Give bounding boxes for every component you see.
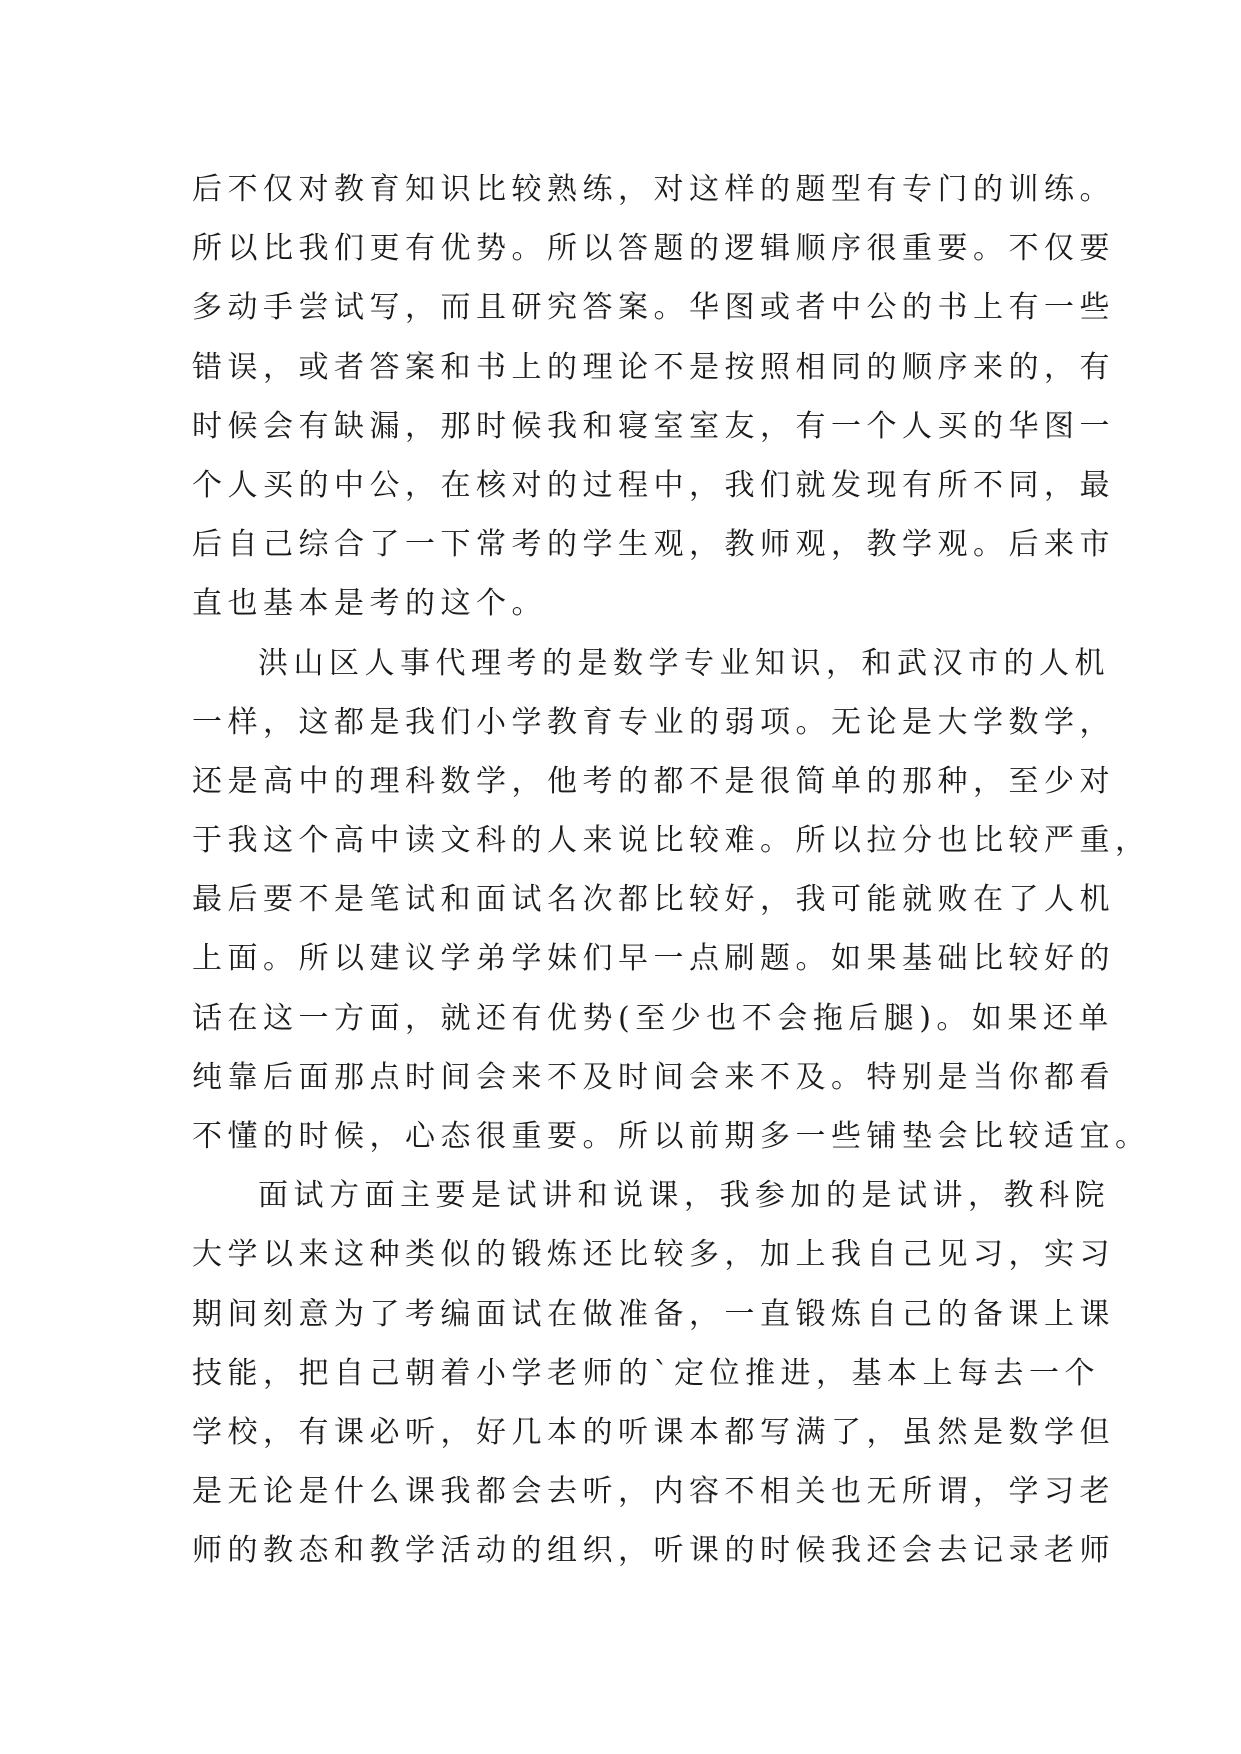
text-line: 不懂的时候，心态很重要。所以前期多一些铺垫会比较适宜。 bbox=[192, 1119, 1151, 1154]
body-text bbox=[192, 160, 1151, 1581]
text-line: 上面。所以建议学弟学妹们早一点刷题。如果基础比较好的 bbox=[192, 941, 1115, 977]
text-line: 多动手尝试写，而且研究答案。华图或者中公的书上有一些 bbox=[192, 290, 1115, 326]
text-line: 于我这个高中读文科的人来说比较难。所以拉分也比较严重， bbox=[192, 823, 1151, 859]
text-line: 学校，有课必听，好几本的听课本都写满了，虽然是数学但 bbox=[192, 1414, 1115, 1450]
text-line: 是无论是什么课我都会去听，内容不相关也无所谓，学习老 bbox=[192, 1474, 1115, 1510]
text-line: 期间刻意为了考编面试在做准备，一直锻炼自己的备课上课 bbox=[192, 1296, 1115, 1332]
text-line: 直也基本是考的这个。 bbox=[192, 586, 547, 622]
text-line: 所以比我们更有优势。所以答题的逻辑顺序很重要。不仅要 bbox=[192, 231, 1115, 267]
text-line: 技能，把自己朝着小学老师的`定位推进，基本上每去一个 bbox=[192, 1355, 1100, 1391]
text-line: 话在这一方面，就还有优势(至少也不会拖后腿)。如果还单 bbox=[192, 1000, 1114, 1036]
text-line: 后不仅对教育知识比较熟练，对这样的题型有专门的训练。 bbox=[192, 172, 1115, 207]
text-line: 时候会有缺漏，那时候我和寝室室友，有一个人买的华图一 bbox=[192, 408, 1115, 444]
text-line: 最后要不是笔试和面试名次都比较好，我可能就败在了人机 bbox=[192, 882, 1115, 918]
text-line: 师的教态和教学活动的组织，听课的时候我还会去记录老师 bbox=[192, 1533, 1115, 1569]
text-line: 一样，这都是我们小学教育专业的弱项。无论是大学数学， bbox=[192, 704, 1115, 740]
text-line: 纯靠后面那点时间会来不及时间会来不及。特别是当你都看 bbox=[192, 1059, 1115, 1095]
text-line: 个人买的中公，在核对的过程中，我们就发现有所不同，最 bbox=[192, 467, 1115, 503]
text-line: 大学以来这种类似的锻炼还比较多，加上我自己见习，实习 bbox=[192, 1237, 1115, 1273]
paragraph-first-line: 洪山区人事代理考的是数学专业知识，和武汉市的人机 bbox=[258, 645, 1110, 681]
paragraph-first-line: 面试方面主要是试讲和说课，我参加的是试讲，教科院 bbox=[258, 1178, 1110, 1214]
text-line: 后自己综合了一下常考的学生观，教师观，教学观。后来市 bbox=[192, 527, 1115, 563]
text-line: 错误，或者答案和书上的理论不是按照相同的顺序来的，有 bbox=[192, 349, 1115, 385]
text-line: 还是高中的理科数学，他考的都不是很简单的那种，至少对 bbox=[192, 763, 1115, 799]
